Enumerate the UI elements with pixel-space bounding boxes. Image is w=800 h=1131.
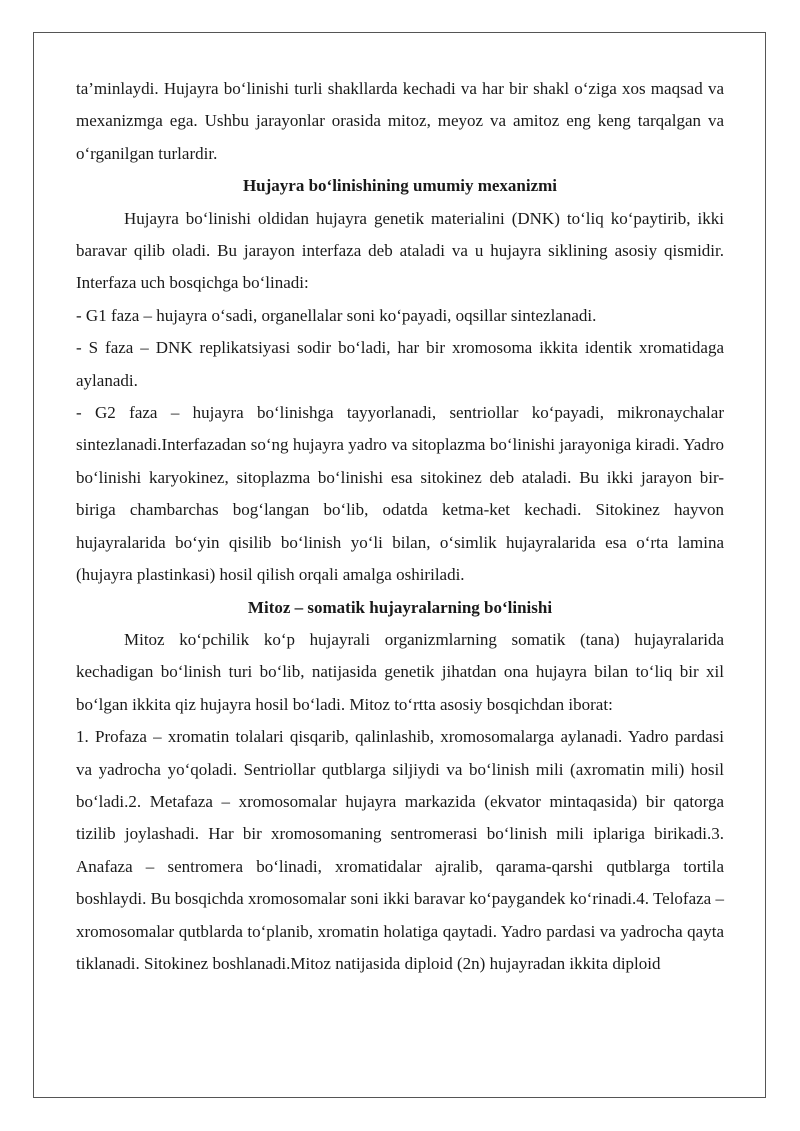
interphase-paragraph: Hujayra bo‘linishi oldidan hujayra genetik materialini (DNK) to‘liq ko‘paytirib, ikki baravar qilib oladi. Bu jarayon interfaza deb ataladi va u hujayra siklining asosiy qismidir. Interfaza uch bosqichga bo‘linadi: xyxy=(76,208,724,293)
section-heading-general-mechanism: Hujayra bo‘linishining umumiy mexanizmi xyxy=(242,176,558,196)
intro-paragraph: ta’minlaydi. Hujayra bo‘linishi turli shakllarda kechadi va har bir shakl o‘ziga xos maqsad va mexanizmga ega. Ushbu jarayonlar orasida mitoz, meyoz va amitoz eng keng tarqalgan va o‘rganilgan turlardir. xyxy=(76,79,724,163)
section-heading-mitosis: Mitoz – somatik hujayralarning bo‘linishi xyxy=(247,597,553,617)
g2-phase-item: - G2 faza – hujayra bo‘linishga tayyorlanadi, sentriollar ko‘payadi, mikronaychalar sintezlanadi.Interfazadan so‘ng hujayra yadro va sitoplazma bo‘linishi jarayoniga kiradi. Yadro bo‘linishi karyokinez, sitoplazma bo‘linishi esa sitokinez deb ataladi. Bu ikki jarayon bir-biriga chambarchas bog‘langan bo‘lib, odatda ketma-ket kechadi. Sitokinez hayvon hujayralarida bo‘yin qisilib bo‘linish yo‘li bilan, o‘simlik hujayralarida esa o‘rta lamina (hujayra plastinkasi) hosil qilish orqali amalga oshiriladi. xyxy=(76,403,724,585)
document-body xyxy=(76,73,724,980)
mitosis-stages-paragraph: 1. Profaza – xromatin tolalari qisqarib, qalinlashib, xromosomalarga aylanadi. Yadro pardasi va yadrocha yo‘qoladi. Sentriollar qutblarga siljiydi va bo‘linish mili (axromatin mili) hosil bo‘ladi.2. Metafaza – xromosomalar hujayra markazida (ekvator mintaqasida) bir qatorga tizilib joylashadi. Har bir xromosomaning sentromerasi bo‘linish mili iplariga birikadi.3. Anafaza – sentromera bo‘linadi, xromatidalar ajralib, qarama-qarshi qutblarga tortila boshlaydi. Bu bosqichda xromosomalar soni ikki baravar ko‘paygandek ko‘rinadi.4. Telofaza – xromosomalar qutblarda to‘planib, xromatin holatiga qaytadi. Yadro pardasi va yadrocha qayta tiklanadi. Sitokinez boshlanadi.Mitoz natijasida diploid (2n) hujayradan ikkita diploid xyxy=(76,727,724,973)
g1-phase-item: - G1 faza – hujayra o‘sadi, organellalar soni ko‘payadi, oqsillar sintezlanadi. xyxy=(76,305,597,325)
s-phase-item: - S faza – DNK replikatsiyasi sodir bo‘ladi, har bir xromosoma ikkita identik xromatidaga aylanadi. xyxy=(76,338,724,390)
mitosis-intro-paragraph: Mitoz ko‘pchilik ko‘p hujayrali organizmlarning somatik (tana) hujayralarida kechadigan bo‘linish turi bo‘lib, natijasida genetik jihatdan ona hujayra bilan to‘liq bir xil bo‘lgan ikkita qiz hujayra hosil bo‘ladi. Mitoz to‘rtta asosiy bosqichdan iborat: xyxy=(76,629,724,714)
